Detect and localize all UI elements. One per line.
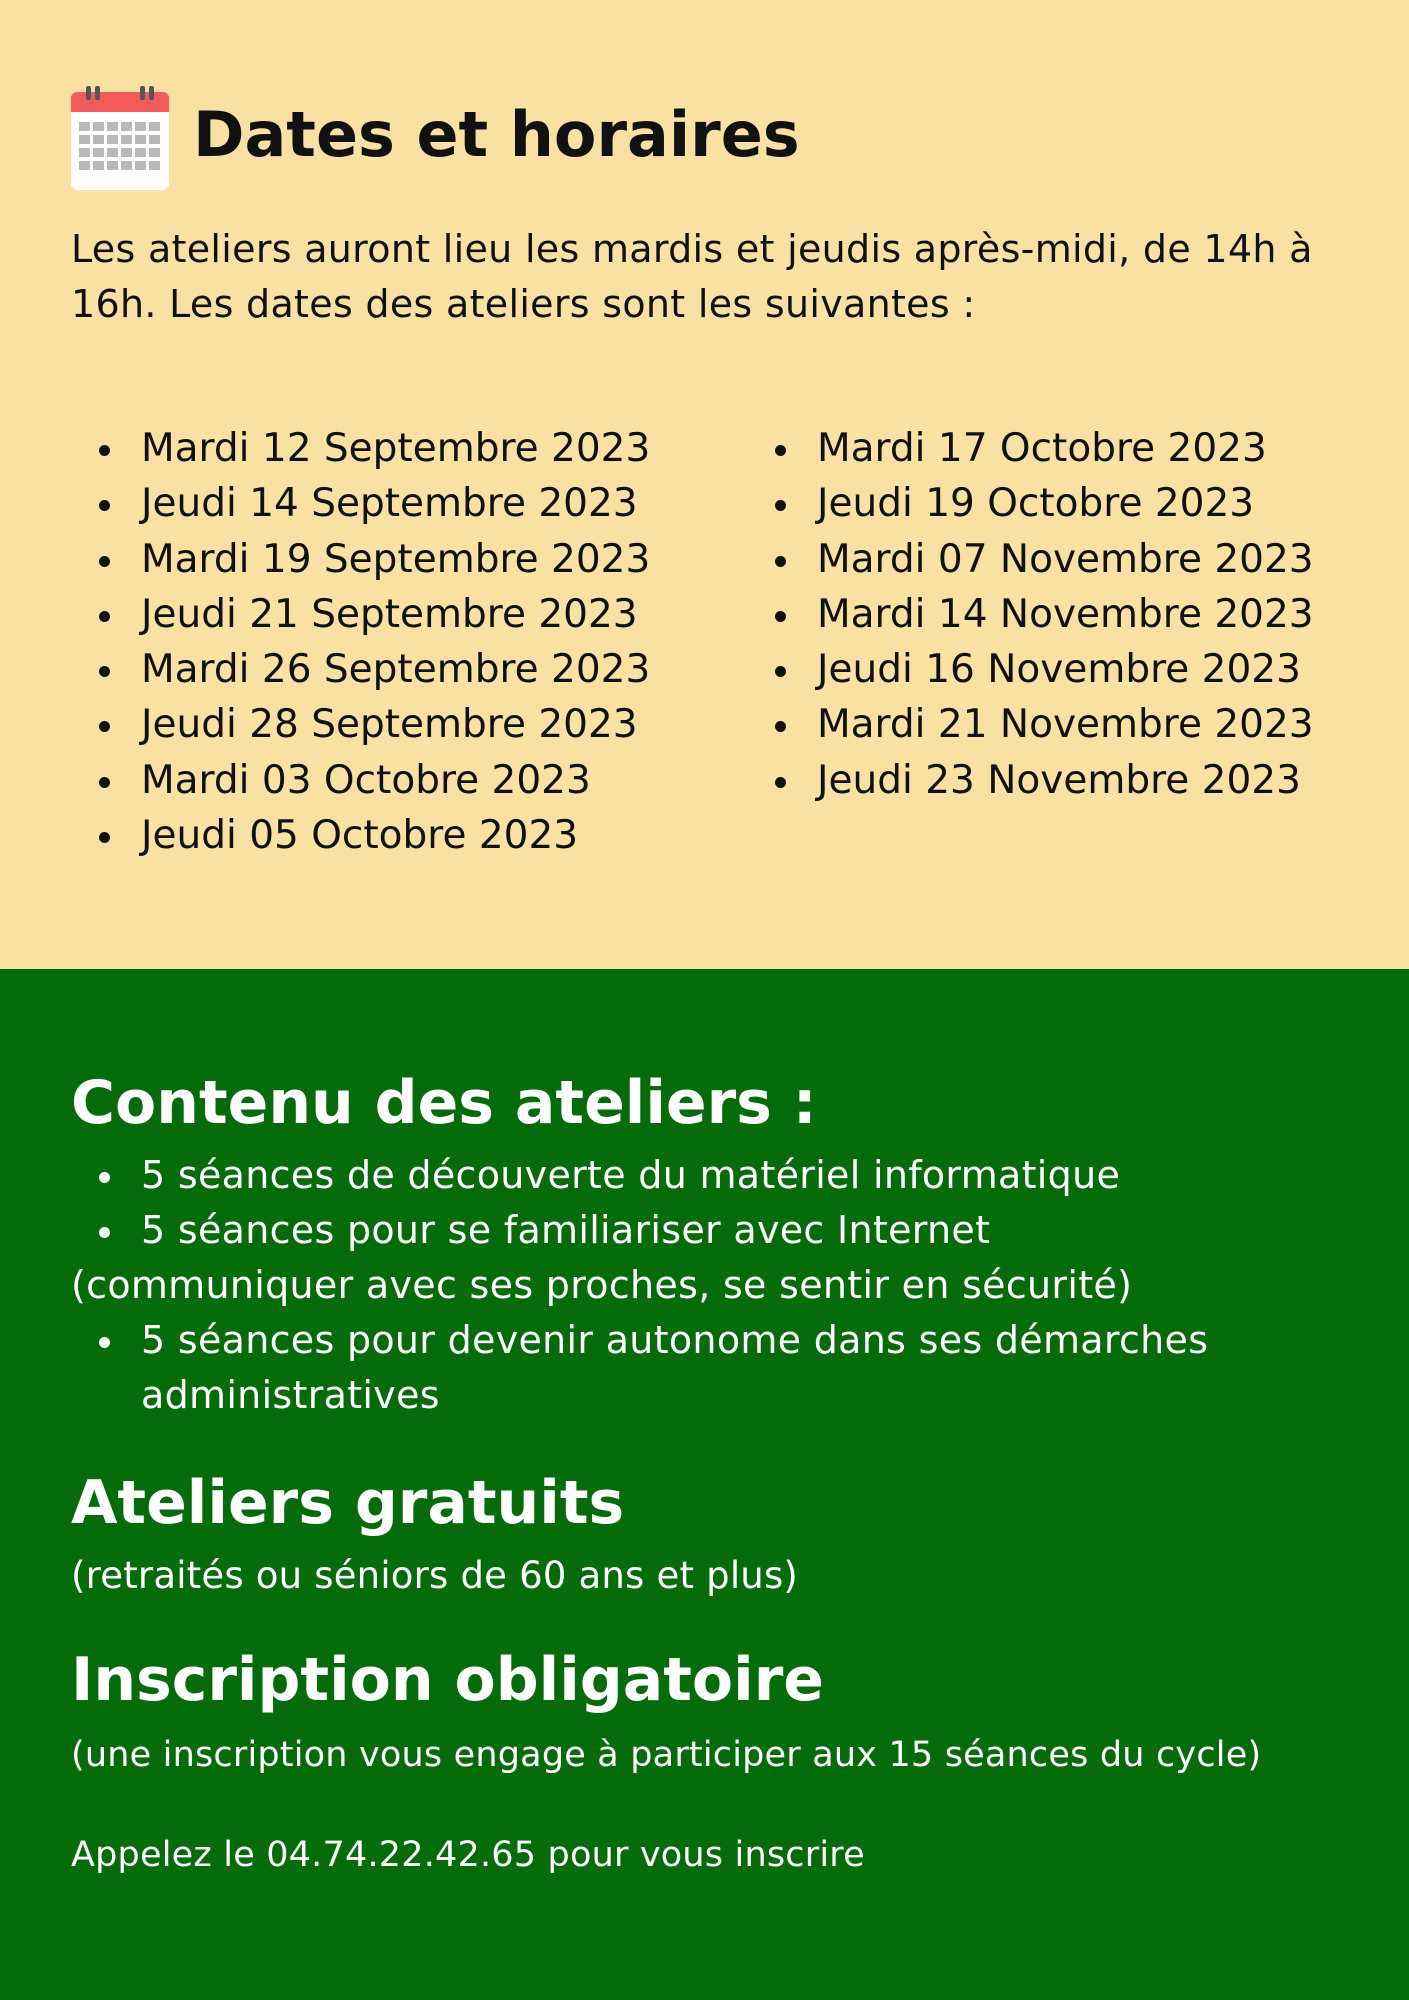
- date-label: Mardi 07 Novembre 2023: [817, 536, 1314, 582]
- dates-section: [0, 0, 1409, 969]
- bullet-icon: [99, 556, 110, 567]
- gratuits-note: (retraités ou séniors de 60 ans et plus): [71, 1554, 799, 1597]
- date-label: Jeudi 21 Septembre 2023: [141, 591, 638, 637]
- date-item: [99, 808, 650, 863]
- date-label: Jeudi 14 Septembre 2023: [141, 481, 638, 527]
- list-item: [71, 1203, 1371, 1258]
- bullet-icon: [775, 556, 786, 567]
- date-label: Jeudi 28 Septembre 2023: [141, 702, 638, 748]
- dates-list-right: [775, 421, 1314, 808]
- bullet-icon: [775, 666, 786, 677]
- inscription-note: (une inscription vous engage à participer aux 15 séances du cycle): [71, 1735, 1262, 1775]
- date-item: [99, 476, 650, 531]
- list-item-text: (communiquer avec ses proches, se sentir en sécurité): [71, 1263, 1133, 1307]
- date-item: [99, 587, 650, 642]
- bullet-icon: [99, 445, 110, 456]
- bullet-icon: [99, 611, 110, 622]
- bullet-icon: [99, 666, 110, 677]
- date-label: Mardi 21 Novembre 2023: [817, 702, 1314, 748]
- bullet-icon: [99, 1337, 110, 1348]
- list-item-text: 5 séances de découverte du matériel informatique: [141, 1153, 1121, 1197]
- list-item: [71, 1313, 1371, 1423]
- date-item: [775, 642, 1314, 697]
- list-item: [71, 1258, 1371, 1313]
- dates-list-left: [99, 421, 650, 863]
- date-label: Mardi 03 Octobre 2023: [141, 757, 591, 803]
- date-label: Jeudi 05 Octobre 2023: [141, 813, 579, 859]
- date-item: [99, 697, 650, 752]
- date-label: Mardi 19 Septembre 2023: [141, 536, 651, 582]
- calendar-icon: [71, 86, 169, 190]
- date-item: [775, 587, 1314, 642]
- bullet-icon: [775, 445, 786, 456]
- bullet-icon: [99, 721, 110, 732]
- bullet-icon: [99, 777, 110, 788]
- date-label: Jeudi 19 Octobre 2023: [817, 481, 1255, 527]
- date-item: [775, 532, 1314, 587]
- bullet-icon: [99, 500, 110, 511]
- date-item: [99, 753, 650, 808]
- date-item: [775, 421, 1314, 476]
- inscription-heading: Inscription obligatoire: [71, 1645, 824, 1715]
- call-to-action: Appelez le 04.74.22.42.65 pour vous inscrire: [71, 1835, 865, 1875]
- date-label: Mardi 17 Octobre 2023: [817, 426, 1267, 471]
- list-item: [71, 1148, 1371, 1203]
- date-item: [775, 476, 1314, 531]
- intro-text: Les ateliers auront lieu les mardis et jeudis après-midi, de 14h à 16h. Les dates des ateliers sont les suivantes :: [71, 227, 1313, 326]
- date-label: Jeudi 23 Novembre 2023: [817, 757, 1301, 803]
- date-label: Mardi 26 Septembre 2023: [141, 647, 651, 693]
- list-item-text: 5 séances pour devenir autonome dans ses démarches administratives: [141, 1318, 1209, 1417]
- date-label: Jeudi 16 Novembre 2023: [817, 647, 1301, 693]
- date-item: [99, 421, 650, 476]
- list-item-text: 5 séances pour se familiariser avec Internet: [141, 1208, 991, 1252]
- date-item: [775, 697, 1314, 752]
- contenu-heading: Contenu des ateliers :: [71, 1068, 817, 1138]
- gratuits-heading: Ateliers gratuits: [71, 1468, 625, 1538]
- bullet-icon: [775, 611, 786, 622]
- date-item: [775, 753, 1314, 808]
- bullet-icon: [99, 1172, 110, 1183]
- contenu-list: [71, 1148, 1371, 1423]
- bullet-icon: [775, 721, 786, 732]
- date-item: [99, 532, 650, 587]
- date-label: Mardi 12 Septembre 2023: [141, 426, 651, 471]
- date-label: Mardi 14 Novembre 2023: [817, 591, 1314, 637]
- bullet-icon: [99, 1227, 110, 1238]
- page-title: Dates et horaires: [193, 98, 800, 171]
- bullet-icon: [775, 777, 786, 788]
- date-item: [99, 642, 650, 697]
- bullet-icon: [99, 832, 110, 843]
- bullet-icon: [775, 500, 786, 511]
